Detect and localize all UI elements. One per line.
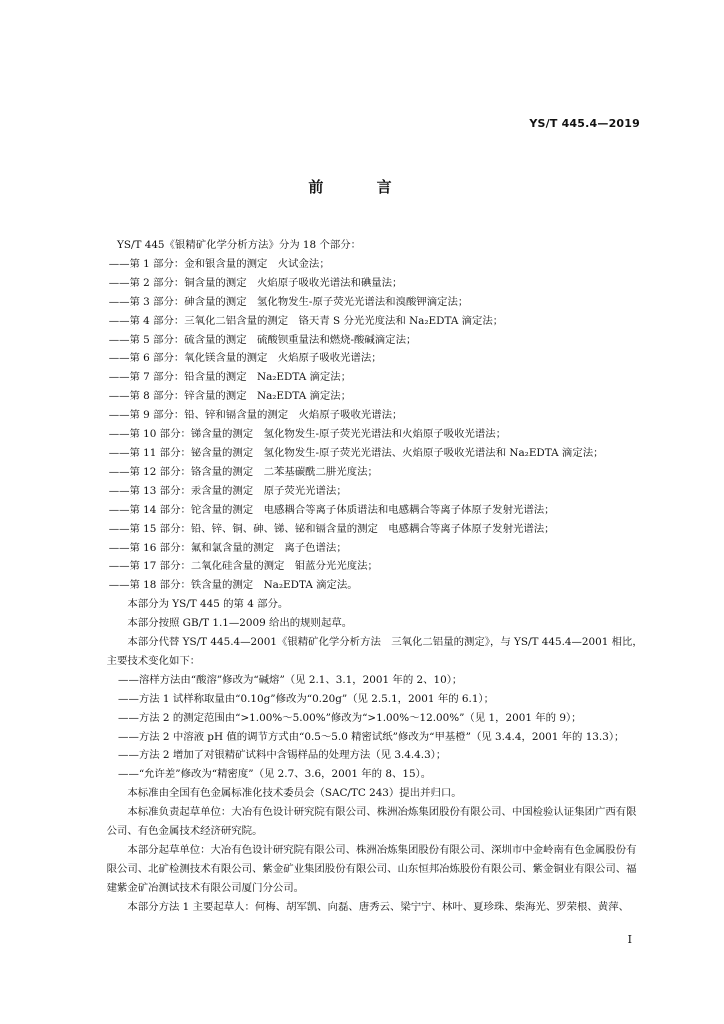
list-item: ——第 14 部分：铊含量的测定 电感耦合等离子体质谱法和电感耦合等离子体原子发射光谱法； bbox=[108, 503, 555, 516]
paragraph: 本部分为 YS/T 445 的第 4 部分。 bbox=[127, 598, 289, 611]
list-item: ——方法 2 增加了对银精矿试料中含锡样品的处理方法（见 3.4.4.3）； bbox=[118, 749, 447, 762]
list-item: ——第 8 部分：锌含量的测定 Na₂EDTA 滴定法； bbox=[108, 390, 352, 403]
list-item: ——第 1 部分：金和银含量的测定 火试金法； bbox=[108, 257, 330, 270]
list-item: ——第 4 部分：三氧化二铝含量的测定 铬天青 S 分光光度法和 Na₂EDTA 滴定法； bbox=[108, 314, 504, 327]
standard-code: YS/T 445.4—2019 bbox=[529, 117, 640, 130]
list-item: ——第 9 部分：铅、锌和镉含量的测定 火焰原子吸收光谱法； bbox=[108, 409, 403, 422]
paragraph: 本部分方法 1 主要起草人：何梅、胡军凯、向磊、唐秀云、梁宁宁、林叶、夏珍珠、柴海光、罗荣根、黄萍、 bbox=[127, 900, 629, 913]
list-item: ——第 7 部分：铅含量的测定 Na₂EDTA 滴定法； bbox=[108, 371, 352, 384]
list-item: ——第 5 部分：硫含量的测定 硫酸钡重量法和燃烧-酸碱滴定法； bbox=[108, 333, 417, 346]
paragraph: YS/T 445《银精矿化学分析方法》分为 18 个部分： bbox=[117, 239, 362, 251]
list-item: ——方法 2 中溶液 pH 值的调节方式由“0.5～5.0 精密试纸”修改为“甲基橙”（见 3.4.4，2001 年的 13.3）； bbox=[118, 730, 625, 743]
paragraph: 本标准负责起草单位：大冶有色设计研究院有限公司、株洲冶炼集团股份有限公司、中国检验认证集团广西有限公司、有色金属技术经济研究院。 bbox=[106, 806, 637, 838]
list-item: ——第 13 部分：汞含量的测定 原子荧光光谱法； bbox=[108, 484, 347, 497]
page-number: I bbox=[627, 933, 632, 946]
paragraph: 本部分起草单位：大冶有色设计研究院有限公司、株洲冶炼集团股份有限公司、深圳市中金岭南有色金属股份有限公司、北矿检测技术有限公司、紫金矿业集团股份有限公司、山东恒邦冶炼股份有限公司、紫金铜业有限公司、福建紫金矿冶测试技术有限公司厦门分公司。 bbox=[106, 844, 637, 894]
list-item: ——方法 2 的测定范围由“>1.00%～5.00%”修改为“>1.00%～12.00%”（见 1，2001 年的 9）； bbox=[118, 711, 582, 724]
list-item: ——“允许差”修改为“精密度”（见 2.7、3.6，2001 年的 8、15）。 bbox=[118, 768, 432, 781]
list-item: ——第 3 部分：砷含量的测定 氢化物发生-原子荧光光谱法和溴酸钾滴定法； bbox=[108, 295, 469, 308]
list-item: ——第 18 部分：铁含量的测定 Na₂EDTA 滴定法。 bbox=[108, 579, 358, 592]
list-item: ——第 10 部分：锑含量的测定 氢化物发生-原子荧光光谱法和火焰原子吸收光谱法； bbox=[108, 428, 507, 441]
list-item: ——第 15 部分：铅、锌、铜、砷、锑、铋和镉含量的测定 电感耦合等离子体原子发射光谱法； bbox=[108, 522, 555, 535]
document-body bbox=[106, 236, 643, 917]
list-item: ——第 6 部分：氧化镁含量的测定 火焰原子吸收光谱法； bbox=[108, 352, 382, 365]
paragraph: 本部分代替 YS/T 445.4—2001《银精矿化学分析方法 三氧化二铝量的测定》，与 YS/T 445.4—2001 相比，主要技术变化如下： bbox=[106, 636, 643, 667]
paragraph: 本标准由全国有色金属标准化技术委员会（SAC/TC 243）提出并归口。 bbox=[127, 787, 462, 800]
page-title: 前 言 bbox=[308, 178, 416, 196]
list-item: ——方法 1 试样称取量由“0.10g”修改为“0.20g”（见 2.5.1，2001 年的 6.1）； bbox=[118, 692, 495, 705]
list-item: ——溶样方法由“酸溶”修改为“碱熔”（见 2.1、3.1，2001 年的 2、10）； bbox=[118, 673, 463, 686]
list-item: ——第 12 部分：铬含量的测定 二苯基碳酰二肼光度法； bbox=[108, 465, 378, 478]
list-item: ——第 17 部分：二氧化硅含量的测定 钼蓝分光光度法； bbox=[108, 560, 378, 573]
list-item: ——第 16 部分：氟和氯含量的测定 离子色谱法； bbox=[108, 541, 347, 554]
list-item: ——第 2 部分：铜含量的测定 火焰原子吸收光谱法和碘量法； bbox=[108, 276, 403, 289]
list-item: ——第 11 部分：铋含量的测定 氢化物发生-原子荧光光谱法、火焰原子吸收光谱法和 Na₂EDTA 滴定法； bbox=[108, 446, 604, 459]
paragraph: 本部分按照 GB/T 1.1—2009 给出的规则起草。 bbox=[127, 617, 353, 630]
